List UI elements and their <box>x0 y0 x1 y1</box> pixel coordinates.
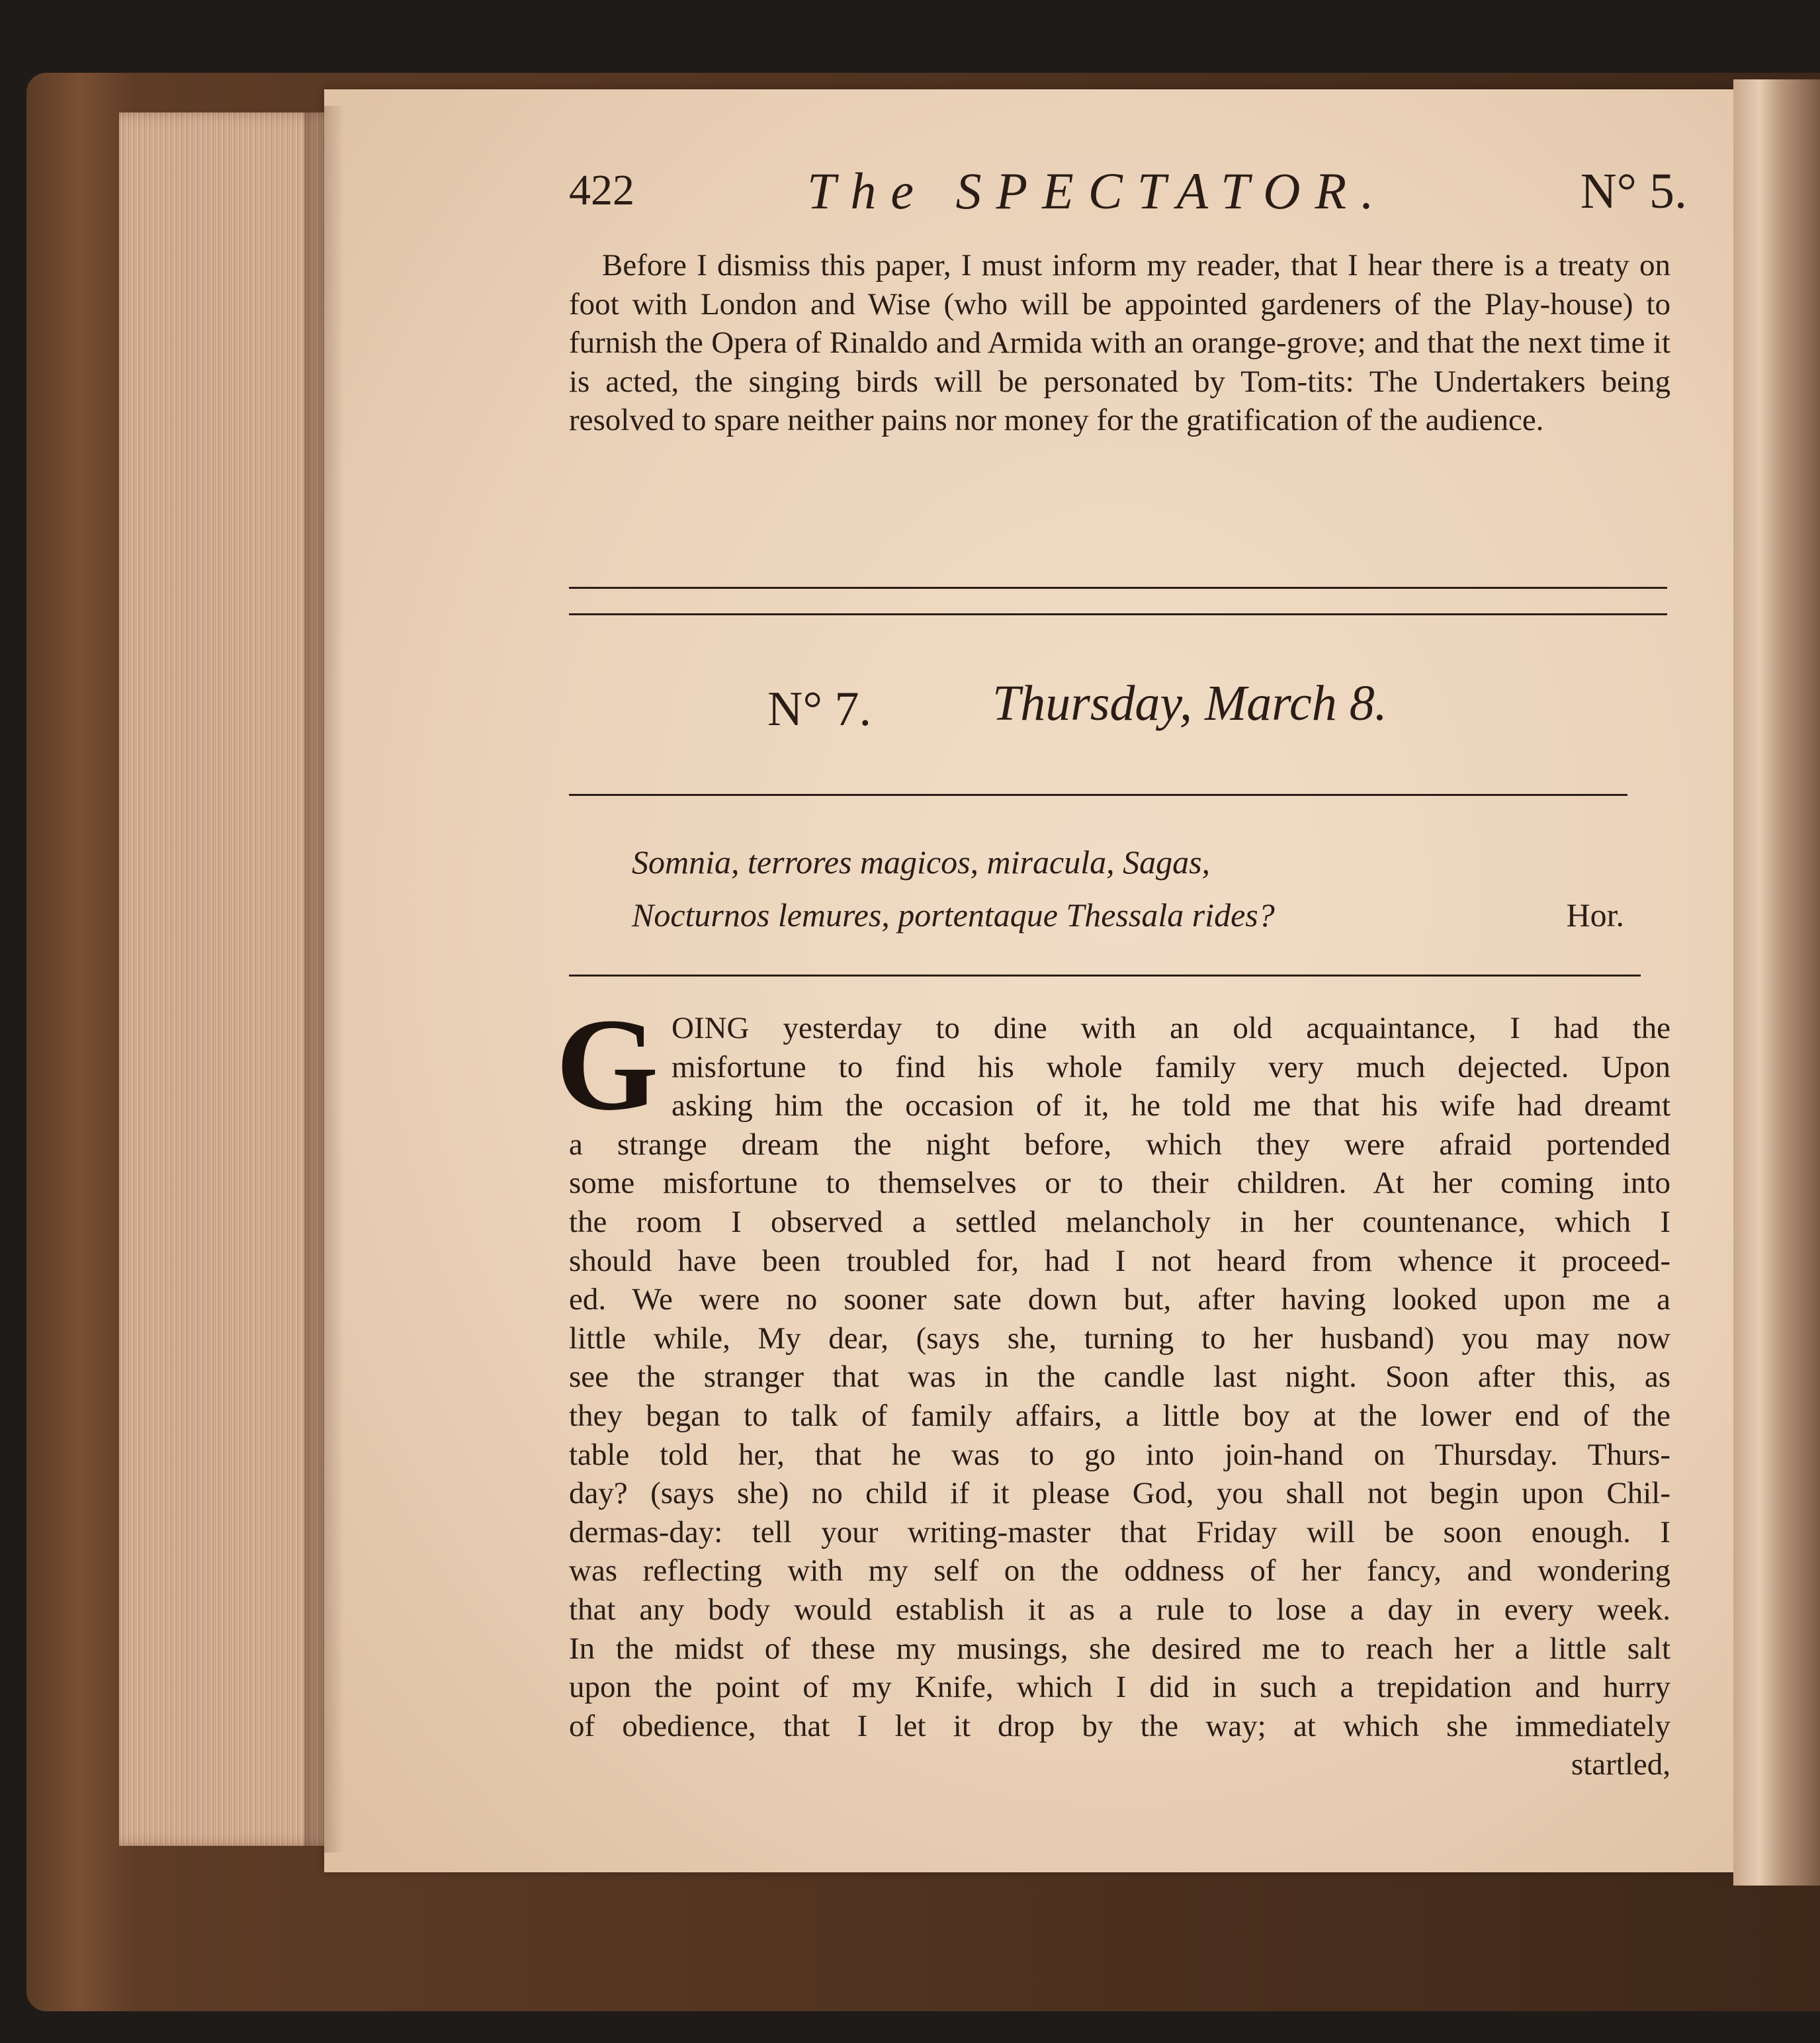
body-line: the room I observed a settled melancholy in her countenance, which I <box>569 1204 1670 1239</box>
body-line: they began to talk of family affairs, a little boy at the lower end of the <box>569 1398 1670 1433</box>
running-number: N° 5. <box>1580 163 1687 219</box>
body-line: In the midst of these my musings, she desired me to reach her a little salt <box>569 1631 1670 1666</box>
body-line: dermas-day: tell your writing-master that Friday will be soon enough. I <box>569 1514 1670 1549</box>
running-head <box>569 162 1687 232</box>
motto-line-2-text: Nocturnos lemures, portentaque Thessala rides? <box>632 896 1275 934</box>
body-line: OING yesterday to dine with an old acquaintance, I had the <box>672 1011 1670 1045</box>
motto-line-1: Somnia, terrores magicos, miracula, Sagas, <box>632 844 1211 881</box>
body-line: ed. We were no sooner sate down but, after having looked upon me a <box>569 1282 1670 1317</box>
page-shadow <box>304 106 344 1852</box>
publication-title: The SPECTATOR. <box>807 162 1389 220</box>
body-line: little while, My dear, (says she, turning to her husband) you may now <box>569 1321 1670 1356</box>
double-rule-top <box>569 587 1667 589</box>
closing-paragraph: Before I dismiss this paper, I must inform my reader, that I hear there is a treaty on foot with London and Wise (who will be appointed gardeners of the Play-house) to furnish the Opera of Rinaldo and Armida with an orange-grove; and that the next time it is acted, the singing birds will be personated by Tom-tits: The Undertakers being resolved to spare neither pains nor money for the gratification of the audience. <box>569 248 1670 437</box>
rule-below-motto <box>569 975 1641 977</box>
motto-source: Hor. <box>1566 896 1624 934</box>
body-line: some misfortune to themselves or to their children. At her coming into <box>569 1166 1670 1201</box>
body-line: see the stranger that was in the candle last night. Soon after this, as <box>569 1360 1670 1395</box>
page-fore-edge <box>119 112 331 1846</box>
body-line: misfortune to find his whole family very much dejected. Upon <box>672 1049 1670 1084</box>
body-line: of obedience, that I let it drop by the way; at which she immediately <box>569 1708 1670 1743</box>
body-line: day? (says she) no child if it please God, you shall not begin upon Chil- <box>569 1476 1670 1511</box>
body-line: asking him the occasion of it, he told me that his wife had dreamt <box>672 1088 1670 1123</box>
double-rule-bottom <box>569 613 1667 615</box>
body-line: that any body would establish it as a rule to lose a day in every week. <box>569 1592 1670 1627</box>
page-number: 422 <box>569 166 634 214</box>
body-line: was reflecting with my self on the oddness of her fancy, and wondering <box>569 1553 1670 1588</box>
issue-date: Thursday, March 8. <box>992 675 1387 731</box>
issue-number: N° 7. <box>767 682 872 736</box>
facing-page-edge <box>1733 79 1820 1886</box>
body-line: a strange dream the night before, which they were afraid portended <box>569 1127 1670 1162</box>
rule-below-heading <box>569 794 1627 796</box>
drop-cap: G <box>556 992 659 1138</box>
issue-heading <box>767 675 1462 748</box>
motto-line-2 <box>632 893 1624 937</box>
body-line: table told her, that he was to go into join-hand on Thursday. Thurs- <box>569 1437 1670 1472</box>
body-text <box>569 1009 1670 1784</box>
body-line: should have been troubled for, had I not heard from whence it proceed- <box>569 1243 1670 1278</box>
body-line: upon the point of my Knife, which I did in such a trepidation and hurry <box>569 1670 1670 1705</box>
catchword: startled, <box>1571 1747 1670 1782</box>
